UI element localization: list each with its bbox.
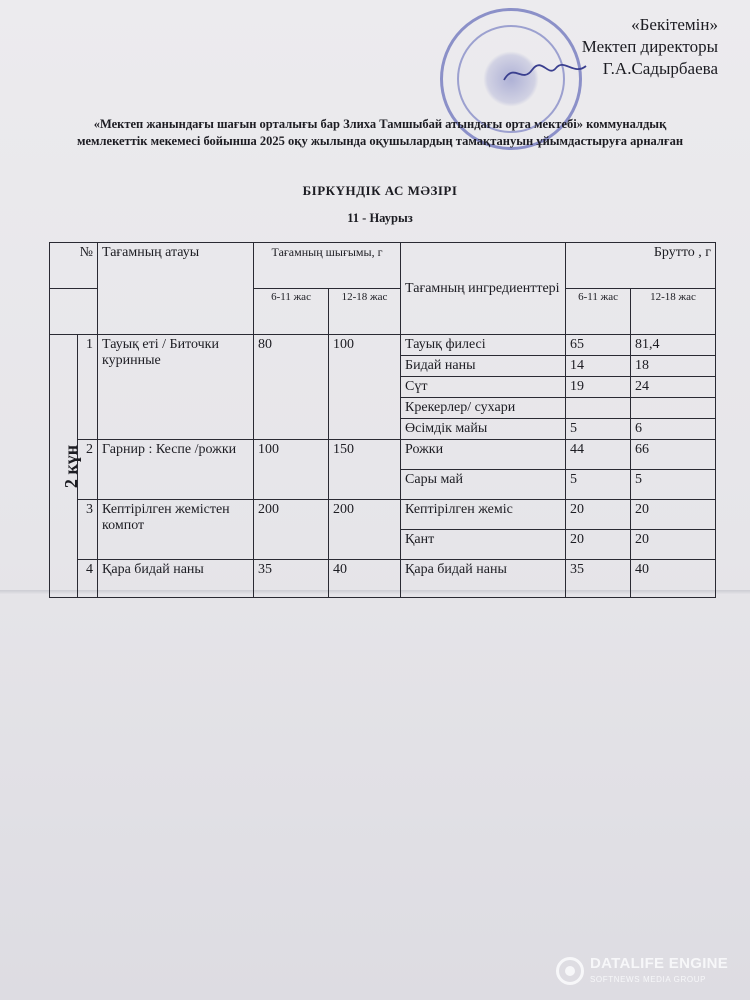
watermark-subtitle: SOFTNEWS MEDIA GROUP	[590, 975, 707, 984]
dish-yield-age2: 200	[329, 500, 401, 560]
ingredient-name: Қант	[401, 530, 566, 560]
menu-heading: БІРКҮНДІК АС МӘЗІРІ	[302, 183, 458, 198]
dish-yield-age2: 40	[329, 560, 401, 598]
header-blank	[50, 289, 98, 335]
header-dish: Тағамның атауы	[98, 243, 254, 335]
ingredient-brutto-age2	[631, 398, 716, 419]
dish-yield-age1: 200	[254, 500, 329, 560]
ingredient-name: Өсімдік майы	[401, 419, 566, 440]
dish-number: 3	[78, 500, 98, 560]
menu-table	[49, 242, 716, 598]
table-row	[50, 560, 716, 598]
ingredient-brutto-age2: 81,4	[631, 335, 716, 356]
ingredient-name: Рожки	[401, 440, 566, 470]
header-brutto-age2: 12-18 жас	[631, 289, 716, 335]
approval-line-1: «Бекітемін»	[631, 15, 718, 34]
dish-name: Қара бидай наны	[98, 560, 254, 598]
ingredient-name: Бидай наны	[401, 356, 566, 377]
approval-line-3: Г.А.Садырбаева	[602, 59, 718, 78]
ingredient-brutto-age2: 18	[631, 356, 716, 377]
header-yield-age1: 6-11 жас	[254, 289, 329, 335]
ingredient-name: Крекерлер/ сухари	[401, 398, 566, 419]
ingredient-name: Тауық филесі	[401, 335, 566, 356]
table-row	[50, 500, 716, 530]
ingredient-name: Қара бидай наны	[401, 560, 566, 598]
header-brutto: Брутто , г	[566, 243, 716, 289]
ingredient-brutto-age1: 65	[566, 335, 631, 356]
dish-yield-age1: 100	[254, 440, 329, 500]
approval-line-2: Мектеп директоры	[581, 37, 718, 56]
ingredient-brutto-age1	[566, 398, 631, 419]
dish-number: 1	[78, 335, 98, 440]
watermark-title: DATALIFE ENGINE	[590, 955, 729, 972]
ingredient-brutto-age2: 40	[631, 560, 716, 598]
approval-block	[582, 14, 718, 80]
dish-yield-age1: 35	[254, 560, 329, 598]
ingredient-brutto-age2: 20	[631, 500, 716, 530]
ingredient-brutto-age2: 24	[631, 377, 716, 398]
ingredient-brutto-age2: 6	[631, 419, 716, 440]
ingredient-brutto-age1: 20	[566, 530, 631, 560]
header-ingredients: Тағамның ингредиенттері	[401, 243, 566, 335]
dish-number: 2	[78, 440, 98, 500]
ingredient-brutto-age1: 20	[566, 500, 631, 530]
document-title: «Мектеп жанындағы шағын орталығы бар Злиха Тамшыбай атындағы орта мектебі» коммуналдық мемлекеттік мекемесі бойынша 2025 оқу жылында оқушылардың тамақтануын ұйымдастыруға арналған	[76, 117, 684, 148]
dish-name: Гарнир : Кеспе /рожки	[98, 440, 254, 500]
header-brutto-age1: 6-11 жас	[566, 289, 631, 335]
dish-number: 4	[78, 560, 98, 598]
header-num: №	[50, 243, 98, 289]
ingredient-name: Кептірілген жеміс	[401, 500, 566, 530]
ingredient-brutto-age2: 66	[631, 440, 716, 470]
table-header-row	[50, 243, 716, 289]
ingredient-brutto-age2: 20	[631, 530, 716, 560]
dish-yield-age2: 100	[329, 335, 401, 440]
day-label-cell	[50, 335, 82, 598]
ingredient-brutto-age2: 5	[631, 470, 716, 500]
ingredient-name: Сары май	[401, 470, 566, 500]
director-signature	[500, 58, 590, 88]
dish-name: Кептірілген жемістен компот	[98, 500, 254, 560]
watermark-logo-icon	[556, 957, 584, 985]
table-row	[50, 335, 716, 356]
dish-yield-age1: 80	[254, 335, 329, 440]
ingredient-brutto-age1: 35	[566, 560, 631, 598]
header-yield: Тағамның шығымы, г	[254, 243, 401, 289]
ingredient-brutto-age1: 5	[566, 470, 631, 500]
table-row	[50, 440, 716, 470]
ingredient-brutto-age1: 19	[566, 377, 631, 398]
dish-name: Тауық еті / Биточки куринные	[98, 335, 254, 440]
header-yield-age2: 12-18 жас	[329, 289, 401, 335]
menu-date: 11 - Наурыз	[347, 211, 413, 225]
ingredient-brutto-age1: 44	[566, 440, 631, 470]
day-label: 2 күн	[61, 444, 82, 488]
ingredient-brutto-age1: 14	[566, 356, 631, 377]
ingredient-name: Сүт	[401, 377, 566, 398]
dish-yield-age2: 150	[329, 440, 401, 500]
ingredient-brutto-age1: 5	[566, 419, 631, 440]
